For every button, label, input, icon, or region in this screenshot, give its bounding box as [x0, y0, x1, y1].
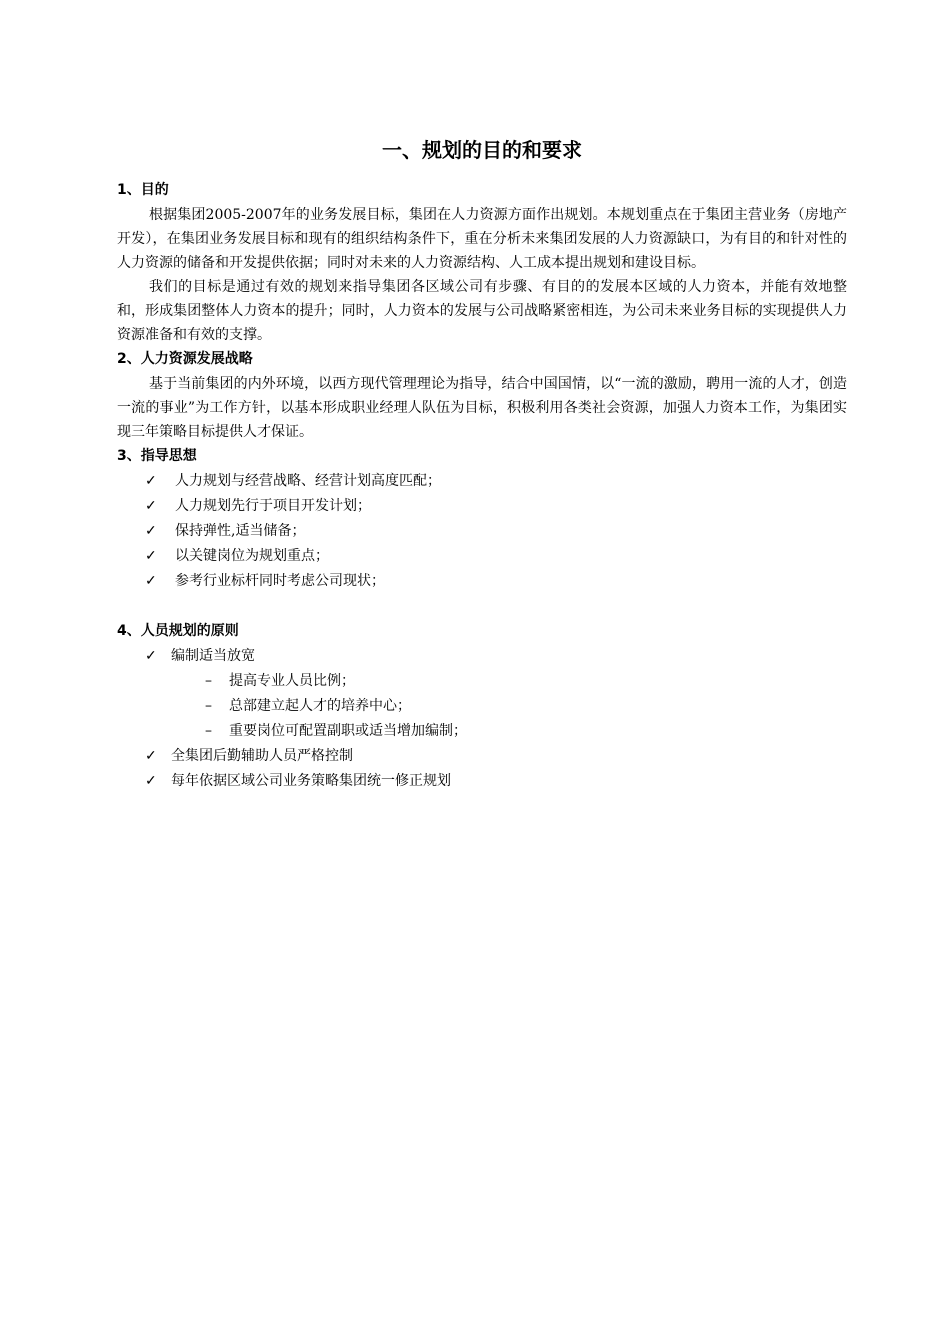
sub-list-item [117, 669, 847, 694]
guiding-ideas-list [117, 469, 847, 594]
paragraph: 我们的目标是通过有效的规划来指导集团各区域公司有步骤、有目的的发展本区域的人力资本，并能有效地整和，形成集团整体人力资本的提升；同时，人力资本的发展与公司战略紧密相连，为公司未来业务目标的实现提供人力资源准备和有效的支撑。 [117, 279, 847, 343]
page-title: 一、规划的目的和要求 [382, 138, 582, 162]
section-staffing-principles [117, 619, 847, 794]
checkmark-icon: ✓ [145, 548, 157, 564]
list-item [117, 469, 847, 494]
section-heading-guiding-ideas: 3、指导思想 [117, 448, 197, 464]
spacer [117, 594, 847, 619]
dash-icon: – [205, 723, 212, 739]
paragraph: 基于当前集团的内外环境，以西方现代管理理论为指导，结合中国国情，以“一流的激励，聘用一流的人才，创造一流的事业”为工作方针，以基本形成职业经理人队伍为目标，积极利用各类社会资源，加强人力资本工作，为集团实现三年策略目标提供人才保证。 [117, 376, 847, 440]
list-item [117, 569, 847, 594]
list-item [117, 544, 847, 569]
checkmark-icon: ✓ [145, 573, 157, 589]
staffing-principles-list [117, 644, 847, 794]
list-item [117, 769, 847, 794]
checkmark-icon: ✓ [145, 648, 157, 664]
checkmark-icon: ✓ [145, 498, 157, 514]
sub-list-item-text: 总部建立起人才的培养中心； [229, 698, 411, 714]
sub-list-item-text: 重要岗位可配置副职或适当增加编制； [229, 723, 467, 739]
list-item [117, 744, 847, 769]
checkmark-icon: ✓ [145, 473, 157, 489]
list-item [117, 494, 847, 519]
dash-icon: – [205, 673, 212, 689]
list-item-text: 编制适当放宽 [171, 648, 255, 664]
paragraph: 根据集团2005-2007年的业务发展目标，集团在人力资源方面作出规划。本规划重点在于集团主营业务（房地产开发），在集团业务发展目标和现有的组织结构条件下，重在分析未来集团发展的人力资源缺口，为有目的和针对性的人力资源的储备和开发提供依据；同时对未来的人力资源结构、人工成本提出规划和建设目标。 [117, 207, 847, 271]
sub-list-item [117, 719, 847, 744]
list-item-text: 人力规划先行于项目开发计划； [175, 498, 371, 514]
list-item [117, 644, 847, 669]
section-strategy [117, 347, 847, 444]
list-item-text: 参考行业标杆同时考虑公司现状； [175, 573, 385, 589]
document-content [117, 136, 847, 794]
list-item-text: 人力规划与经营战略、经营计划高度匹配； [175, 473, 441, 489]
dash-icon: – [205, 698, 212, 714]
checkmark-icon: ✓ [145, 748, 157, 764]
list-item [117, 519, 847, 544]
section-purpose [117, 178, 847, 347]
section-heading-purpose: 1、目的 [117, 182, 169, 198]
list-item-text: 全集团后勤辅助人员严格控制 [171, 748, 353, 764]
section-guiding-ideas [117, 444, 847, 594]
list-item-text: 以关键岗位为规划重点； [175, 548, 329, 564]
sub-list-item [117, 694, 847, 719]
list-item-text: 每年依据区域公司业务策略集团统一修正规划 [171, 773, 451, 789]
section-heading-strategy: 2、人力资源发展战略 [117, 351, 253, 367]
list-item-text: 保持弹性,适当储备； [175, 523, 306, 539]
checkmark-icon: ✓ [145, 773, 157, 789]
section-heading-staffing-principles: 4、人员规划的原则 [117, 623, 239, 639]
checkmark-icon: ✓ [145, 523, 157, 539]
sub-list-item-text: 提高专业人员比例； [229, 673, 355, 689]
